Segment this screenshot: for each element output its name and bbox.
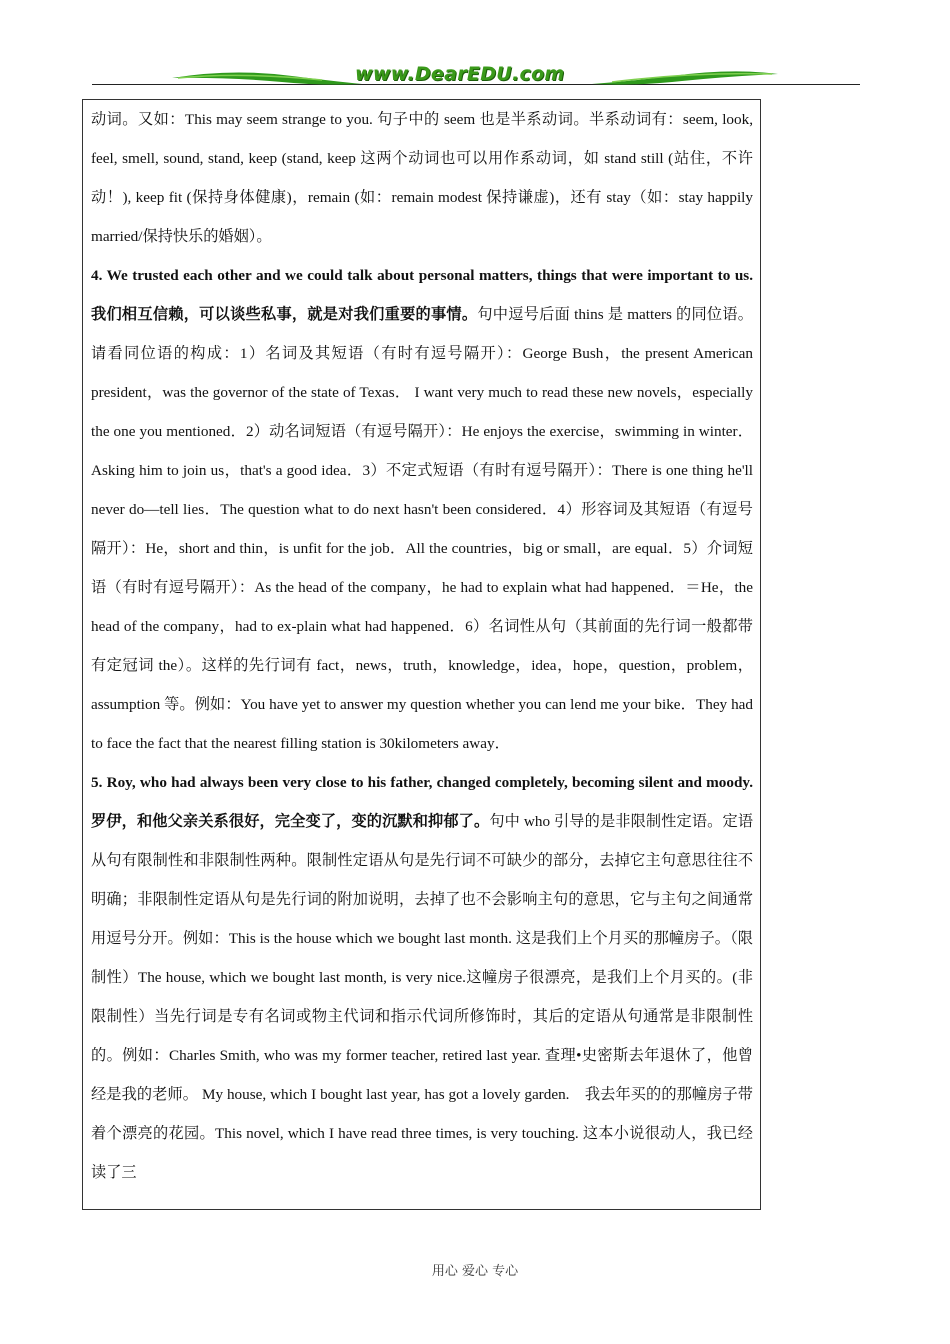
appositive-explanation: 句中逗号后面 thins 是 matters 的同位语。请看同位语的构成：1）名词及其短语（有时有逗号隔开）：George Bush，the present American president，was the governor of the state of Texas． I want very much to read these new novels，especially the one you mentioned．2）动名词短语（有逗号隔开）：He enjoys the exercise，swimming in winter．Asking him to join us，that's a good idea．3）不定式短语（有时有逗号隔开）：There is one thing he'll never do—tell lies．The question what to do next hasn't been considered．4）形容词及其短语（有逗号隔开）：He，short and thin，is unfit for the job．All the countries，big or small，are equal．5）介词短语（有时有逗号隔开）：As the head of the company，he had to explain what had happened．＝He，the head of the company，had to ex-plain what had happened．6）名词性从句（其前面的先行词一般都带有定冠词 the）。这样的先行词有 fact，news，truth，knowledge，idea，hope，question，problem，assumption 等。例如：You have yet to answer my question whether you can lend me your bike．They had to face the fact that the nearest filling station is 30kilometers away． xyxy=(91,306,753,752)
paragraph-appositive xyxy=(91,256,753,763)
site-logo-text: www.DearEDU.com xyxy=(355,63,565,85)
paragraph-attributive-clause xyxy=(91,763,753,1192)
page-footer: 用心 爱心 专心 xyxy=(431,1264,519,1279)
attributive-clause-explanation: 句中 who 引导的是非限制性定语。定语从句有限制性和非限制性两种。限制性定语从句是先行词不可缺少的部分，去掉它主句意思往往不明确；非限制性定语从句是先行词的附加说明，去掉了也不会影响主句的意思，它与主句之间通常用逗号分开。例如：This is the house which we bought last month. 这是我们上个月买的那幢房子。（限制性）The house, which we bought last month, is very nice.这幢房子很漂亮，是我们上个月买的。(非限制性）当先行词是专有名词或物主代词和指示代词所修饰时，其后的定语从句通常是非限制性的。例如：Charles Smith, who was my former teacher, retired last year. 查理•史密斯去年退休了，他曾经是我的老师。 My house, which I bought last year, has got a lovely garden. 我去年买的的那幢房子带着个漂亮的花园。This novel, which I have read three times, is very touching. 这本小说很动人，我已经读了三 xyxy=(91,813,754,1181)
left-swoosh-graphic xyxy=(172,68,362,88)
example-sentence-4: 4. We trusted each other and we could talk about personal matters, things that were important to us.我们相互信赖，可以谈些私事，就是对我们重要的事情。 xyxy=(91,267,753,323)
page-header xyxy=(0,60,950,90)
right-swoosh-graphic xyxy=(592,68,778,88)
example-sentence-5: 5. Roy, who had always been very close to his father, changed completely, becoming silent and moody. 罗伊，和他父亲关系很好，完全变了，变的沉默和抑郁了。 xyxy=(91,774,753,830)
content-frame xyxy=(82,99,761,1210)
content-body xyxy=(91,100,753,1192)
paragraph-semi-linking-verbs: 动词。又如：This may seem strange to you. 句子中的 seem 也是半系动词。半系动词有：seem, look, feel, smell, sound, stand, keep (stand, keep 这两个动词也可以用作系动词，如 stand still (站住，不许动！), keep fit (保持身体健康)，remain (如：remain modest 保持谦虚)，还有 stay（如：stay happily married/保持快乐的婚姻）。 xyxy=(91,111,753,245)
